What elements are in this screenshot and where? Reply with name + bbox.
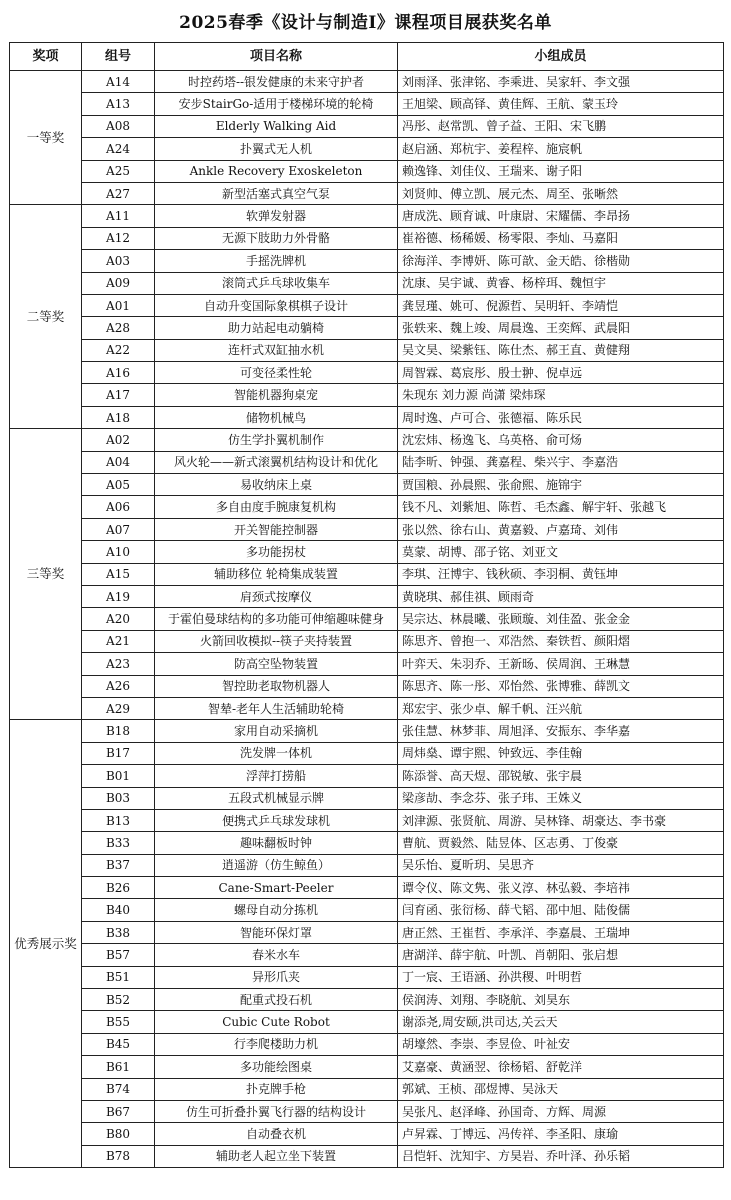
table-row	[10, 384, 724, 406]
table-row	[10, 272, 724, 294]
project-name-cell: Elderly Walking Aid	[155, 115, 398, 137]
table-row	[10, 966, 724, 988]
members-cell: 陈思齐、陈一彤、邓怡然、张博雅、薛凯文	[398, 675, 724, 697]
members-cell: 谭令仪、陈文隽、张义淳、林弘毅、李培祎	[398, 877, 724, 899]
project-name-cell: Ankle Recovery Exoskeleton	[155, 160, 398, 182]
group-id-cell: A20	[82, 608, 155, 630]
table-row	[10, 429, 724, 451]
award-level: 三等奖	[10, 429, 82, 720]
project-name-cell: 便携式乒乓球发球机	[155, 809, 398, 831]
members-cell: 卢昇霖、丁博远、冯传祥、李圣阳、康瑜	[398, 1123, 724, 1145]
group-id-cell: A26	[82, 675, 155, 697]
table-row	[10, 742, 724, 764]
members-cell: 艾嘉豪、黄涵翌、徐杨韬、舒乾洋	[398, 1056, 724, 1078]
members-cell: 闫育函、张衍杨、薛弋韬、邵中旭、陆俊儒	[398, 899, 724, 921]
members-cell: 刘津源、张贤航、周游、吴林锋、胡豪达、李书豪	[398, 809, 724, 831]
table-row	[10, 93, 724, 115]
header-group-id: 组号	[82, 43, 155, 71]
award-level: 优秀展示奖	[10, 720, 82, 1168]
group-id-cell: A06	[82, 496, 155, 518]
project-name-cell: 助力站起电动躺椅	[155, 317, 398, 339]
table-row	[10, 518, 724, 540]
table-row	[10, 496, 724, 518]
project-name-cell: 风火轮——新式滚翼机结构设计和优化	[155, 451, 398, 473]
table-row	[10, 921, 724, 943]
table-row	[10, 809, 724, 831]
table-row	[10, 608, 724, 630]
table-row	[10, 138, 724, 160]
group-id-cell: A24	[82, 138, 155, 160]
members-cell: 丁一宸、王语涵、孙洪稷、叶明哲	[398, 966, 724, 988]
project-name-cell: 扑翼式无人机	[155, 138, 398, 160]
table-row	[10, 451, 724, 473]
members-cell: 冯彤、赵常凯、曾子益、王阳、宋飞鹏	[398, 115, 724, 137]
group-id-cell: A10	[82, 541, 155, 563]
project-name-cell: 家用自动采摘机	[155, 720, 398, 742]
members-cell: 曹航、贾毅然、陆昱体、区志勇、丁俊豪	[398, 832, 724, 854]
table-row	[10, 877, 724, 899]
table-row	[10, 339, 724, 361]
group-id-cell: B74	[82, 1078, 155, 1100]
members-cell: 王旭梁、顾高铎、黄佳辉、王航、蒙玉玲	[398, 93, 724, 115]
members-cell: 郑宏宇、张少卓、解千帆、汪兴航	[398, 697, 724, 719]
group-id-cell: A14	[82, 71, 155, 93]
project-name-cell: 浮萍打捞船	[155, 765, 398, 787]
members-cell: 龚昱瑾、姚可、倪源哲、吴明轩、李靖恺	[398, 294, 724, 316]
table-row	[10, 899, 724, 921]
group-id-cell: B33	[82, 832, 155, 854]
award-table	[9, 42, 724, 1168]
table-row	[10, 227, 724, 249]
group-id-cell: A19	[82, 585, 155, 607]
table-row	[10, 362, 724, 384]
project-name-cell: 易收纳床上桌	[155, 474, 398, 496]
members-cell: 张以然、徐右山、黄嘉毅、卢嘉琦、刘伟	[398, 518, 724, 540]
group-id-cell: A09	[82, 272, 155, 294]
project-name-cell: 辅助老人起立坐下装置	[155, 1145, 398, 1167]
project-name-cell: 异形爪夹	[155, 966, 398, 988]
group-id-cell: A28	[82, 317, 155, 339]
project-name-cell: 洗发牌一体机	[155, 742, 398, 764]
group-id-cell: A15	[82, 563, 155, 585]
project-name-cell: 开关智能控制器	[155, 518, 398, 540]
members-cell: 周智霖、葛宸彤、殷士翀、倪卓远	[398, 362, 724, 384]
group-id-cell: A23	[82, 653, 155, 675]
group-id-cell: B51	[82, 966, 155, 988]
group-id-cell: B03	[82, 787, 155, 809]
project-name-cell: 多功能绘图桌	[155, 1056, 398, 1078]
header-row	[10, 43, 724, 71]
members-cell: 吴宗达、林晨曦、张顾璇、刘佳盈、张金金	[398, 608, 724, 630]
group-id-cell: A12	[82, 227, 155, 249]
group-id-cell: B01	[82, 765, 155, 787]
group-id-cell: B17	[82, 742, 155, 764]
header-members: 小组成员	[398, 43, 724, 71]
table-row	[10, 585, 724, 607]
members-cell: 张轶来、魏上竣、周晨逸、王奕辉、武晨阳	[398, 317, 724, 339]
group-id-cell: A27	[82, 182, 155, 204]
table-row	[10, 317, 724, 339]
group-id-cell: B61	[82, 1056, 155, 1078]
project-name-cell: 春米水车	[155, 944, 398, 966]
group-id-cell: A25	[82, 160, 155, 182]
members-cell: 谢添尧,周安颐,洪司达,关云天	[398, 1011, 724, 1033]
project-name-cell: 时控药塔--银发健康的未来守护者	[155, 71, 398, 93]
members-cell: 郭斌、王桢、邵煜博、吴泳天	[398, 1078, 724, 1100]
group-id-cell: B80	[82, 1123, 155, 1145]
project-name-cell: 软弹发射器	[155, 205, 398, 227]
members-cell: 朱现东 刘力源 尚潇 梁炜琛	[398, 384, 724, 406]
project-name-cell: 连杆式双缸抽水机	[155, 339, 398, 361]
project-name-cell: 仿生学扑翼机制作	[155, 429, 398, 451]
group-id-cell: A21	[82, 630, 155, 652]
table-row	[10, 1056, 724, 1078]
table-row	[10, 294, 724, 316]
project-name-cell: 辅助移位 轮椅集成装置	[155, 563, 398, 585]
table-row	[10, 630, 724, 652]
project-name-cell: Cane-Smart-Peeler	[155, 877, 398, 899]
members-cell: 赖逸锋、刘佳仪、王瑞来、谢子阳	[398, 160, 724, 182]
project-name-cell: 仿生可折叠扑翼飞行器的结构设计	[155, 1100, 398, 1122]
members-cell: 梁彦劼、李念芬、张子玮、王姝义	[398, 787, 724, 809]
table-row	[10, 71, 724, 93]
group-id-cell: B13	[82, 809, 155, 831]
members-cell: 陈思齐、曾抱一、邓浩然、秦铁哲、颜阳熠	[398, 630, 724, 652]
group-id-cell: B52	[82, 989, 155, 1011]
project-name-cell: 多功能拐杖	[155, 541, 398, 563]
members-cell: 沈康、吴宇诚、黄睿、杨梓珥、魏恒宇	[398, 272, 724, 294]
group-id-cell: B45	[82, 1033, 155, 1055]
members-cell: 赵启涵、郑杭宇、姜程梓、施宸帆	[398, 138, 724, 160]
project-name-cell: Cubic Cute Robot	[155, 1011, 398, 1033]
table-row	[10, 675, 724, 697]
project-name-cell: 于霍伯曼球结构的多功能可伸缩趣味健身	[155, 608, 398, 630]
table-row	[10, 115, 724, 137]
table-row	[10, 1011, 724, 1033]
group-id-cell: B55	[82, 1011, 155, 1033]
group-id-cell: A11	[82, 205, 155, 227]
group-id-cell: B57	[82, 944, 155, 966]
project-name-cell: 五段式机械显示牌	[155, 787, 398, 809]
group-id-cell: A03	[82, 250, 155, 272]
table-row	[10, 1145, 724, 1167]
project-name-cell: 多自由度手腕康复机构	[155, 496, 398, 518]
project-name-cell: 新型活塞式真空气泵	[155, 182, 398, 204]
table-row	[10, 1033, 724, 1055]
table-row	[10, 474, 724, 496]
table-row	[10, 1123, 724, 1145]
project-name-cell: 扑克牌手枪	[155, 1078, 398, 1100]
members-cell: 侯润涛、刘翔、李晓航、刘昊东	[398, 989, 724, 1011]
table-row	[10, 720, 724, 742]
table-row	[10, 765, 724, 787]
members-cell: 唐湖洋、薛宇航、叶凯、肖朝阳、张启想	[398, 944, 724, 966]
group-id-cell: A08	[82, 115, 155, 137]
award-level: 一等奖	[10, 71, 82, 205]
group-id-cell: B37	[82, 854, 155, 876]
project-name-cell: 火箭回收模拟--筷子夹持装置	[155, 630, 398, 652]
project-name-cell: 防高空坠物装置	[155, 653, 398, 675]
project-name-cell: 配重式投石机	[155, 989, 398, 1011]
project-name-cell: 储物机械鸟	[155, 406, 398, 428]
members-cell: 钱不凡、刘紫旭、陈哲、毛杰鑫、解宇轩、张越飞	[398, 496, 724, 518]
members-cell: 周炜燊、谭宇熙、钟致远、李佳翰	[398, 742, 724, 764]
project-name-cell: 滚筒式乒乓球收集车	[155, 272, 398, 294]
members-cell: 莫蒙、胡博、邵子铭、刘亚文	[398, 541, 724, 563]
members-cell: 刘贤帅、傅立凯、展元杰、周至、张晰然	[398, 182, 724, 204]
project-name-cell: 智控助老取物机器人	[155, 675, 398, 697]
project-name-cell: 自动叠衣机	[155, 1123, 398, 1145]
group-id-cell: B40	[82, 899, 155, 921]
project-name-cell: 逍遥游（仿生鲸鱼）	[155, 854, 398, 876]
members-cell: 陈添誉、高天煜、邵锐敏、张宇晨	[398, 765, 724, 787]
group-id-cell: A29	[82, 697, 155, 719]
members-cell: 吴乐怡、夏昕玥、吴思齐	[398, 854, 724, 876]
project-name-cell: 安步StairGo-适用于楼梯环境的轮椅	[155, 93, 398, 115]
table-row	[10, 563, 724, 585]
group-id-cell: B26	[82, 877, 155, 899]
project-name-cell: 行李爬楼助力机	[155, 1033, 398, 1055]
members-cell: 吴文昊、梁紫钰、陈仕杰、郝王直、黄健翔	[398, 339, 724, 361]
table-row	[10, 1078, 724, 1100]
members-cell: 陆李昕、钟强、龚嘉程、柴兴宇、李嘉浩	[398, 451, 724, 473]
award-table-body	[10, 71, 724, 1168]
group-id-cell: A16	[82, 362, 155, 384]
table-row	[10, 989, 724, 1011]
table-row	[10, 541, 724, 563]
project-name-cell: 智辇-老年人生活辅助轮椅	[155, 697, 398, 719]
project-name-cell: 自动升变国际象棋棋子设计	[155, 294, 398, 316]
table-row	[10, 832, 724, 854]
group-id-cell: A22	[82, 339, 155, 361]
group-id-cell: A01	[82, 294, 155, 316]
members-cell: 周时逸、卢可合、张德福、陈乐民	[398, 406, 724, 428]
table-row	[10, 160, 724, 182]
table-row	[10, 182, 724, 204]
members-cell: 吕恺轩、沈知宇、方昊岩、乔叶泽、孙乐韬	[398, 1145, 724, 1167]
members-cell: 胡壕然、李崇、李昱俭、叶祉安	[398, 1033, 724, 1055]
members-cell: 李琪、汪博宇、钱秋硕、李羽桐、黄钰坤	[398, 563, 724, 585]
project-name-cell: 无源下肢助力外骨骼	[155, 227, 398, 249]
award-level: 二等奖	[10, 205, 82, 429]
group-id-cell: A13	[82, 93, 155, 115]
group-id-cell: A04	[82, 451, 155, 473]
members-cell: 徐海洋、李博妍、陈可歆、金天皓、徐楷勋	[398, 250, 724, 272]
members-cell: 叶弈天、朱羽乔、王新旸、侯周润、王琳慧	[398, 653, 724, 675]
members-cell: 唐成洗、顾育诚、叶康尉、宋耀儒、李昂扬	[398, 205, 724, 227]
table-row	[10, 205, 724, 227]
project-name-cell: 肩颈式按摩仪	[155, 585, 398, 607]
group-id-cell: B78	[82, 1145, 155, 1167]
members-cell: 张佳慧、林梦菲、周旭泽、安振东、李华嘉	[398, 720, 724, 742]
table-row	[10, 944, 724, 966]
table-row	[10, 787, 724, 809]
table-row	[10, 653, 724, 675]
group-id-cell: A05	[82, 474, 155, 496]
header-project-name: 项目名称	[155, 43, 398, 71]
group-id-cell: B38	[82, 921, 155, 943]
members-cell: 贾国粮、孙晨熙、张俞熙、施锦宇	[398, 474, 724, 496]
header-award: 奖项	[10, 43, 82, 71]
table-row	[10, 406, 724, 428]
table-row	[10, 1100, 724, 1122]
table-row	[10, 250, 724, 272]
group-id-cell: A07	[82, 518, 155, 540]
members-cell: 崔裕德、杨稀媛、杨零限、李灿、马嘉阳	[398, 227, 724, 249]
project-name-cell: 趣味翻板时钟	[155, 832, 398, 854]
project-name-cell: 手摇洗牌机	[155, 250, 398, 272]
table-row	[10, 697, 724, 719]
group-id-cell: A02	[82, 429, 155, 451]
group-id-cell: A17	[82, 384, 155, 406]
members-cell: 黄晓琪、郝佳祺、顾雨奇	[398, 585, 724, 607]
members-cell: 刘雨泽、张津铭、李乘进、吴家轩、李文强	[398, 71, 724, 93]
group-id-cell: B18	[82, 720, 155, 742]
members-cell: 唐正然、王崔哲、李承洋、李嘉晨、王瑞坤	[398, 921, 724, 943]
project-name-cell: 可变径柔性轮	[155, 362, 398, 384]
project-name-cell: 智能环保灯罩	[155, 921, 398, 943]
members-cell: 沈宏炜、杨逸飞、乌英格、俞可炀	[398, 429, 724, 451]
group-id-cell: B67	[82, 1100, 155, 1122]
table-row	[10, 854, 724, 876]
group-id-cell: A18	[82, 406, 155, 428]
project-name-cell: 智能机器狗桌宠	[155, 384, 398, 406]
project-name-cell: 螺母自动分拣机	[155, 899, 398, 921]
members-cell: 吴张凡、赵泽峰、孙国奇、方辉、周源	[398, 1100, 724, 1122]
document-title: 2025春季《设计与制造I》课程项目展获奖名单	[179, 13, 552, 33]
